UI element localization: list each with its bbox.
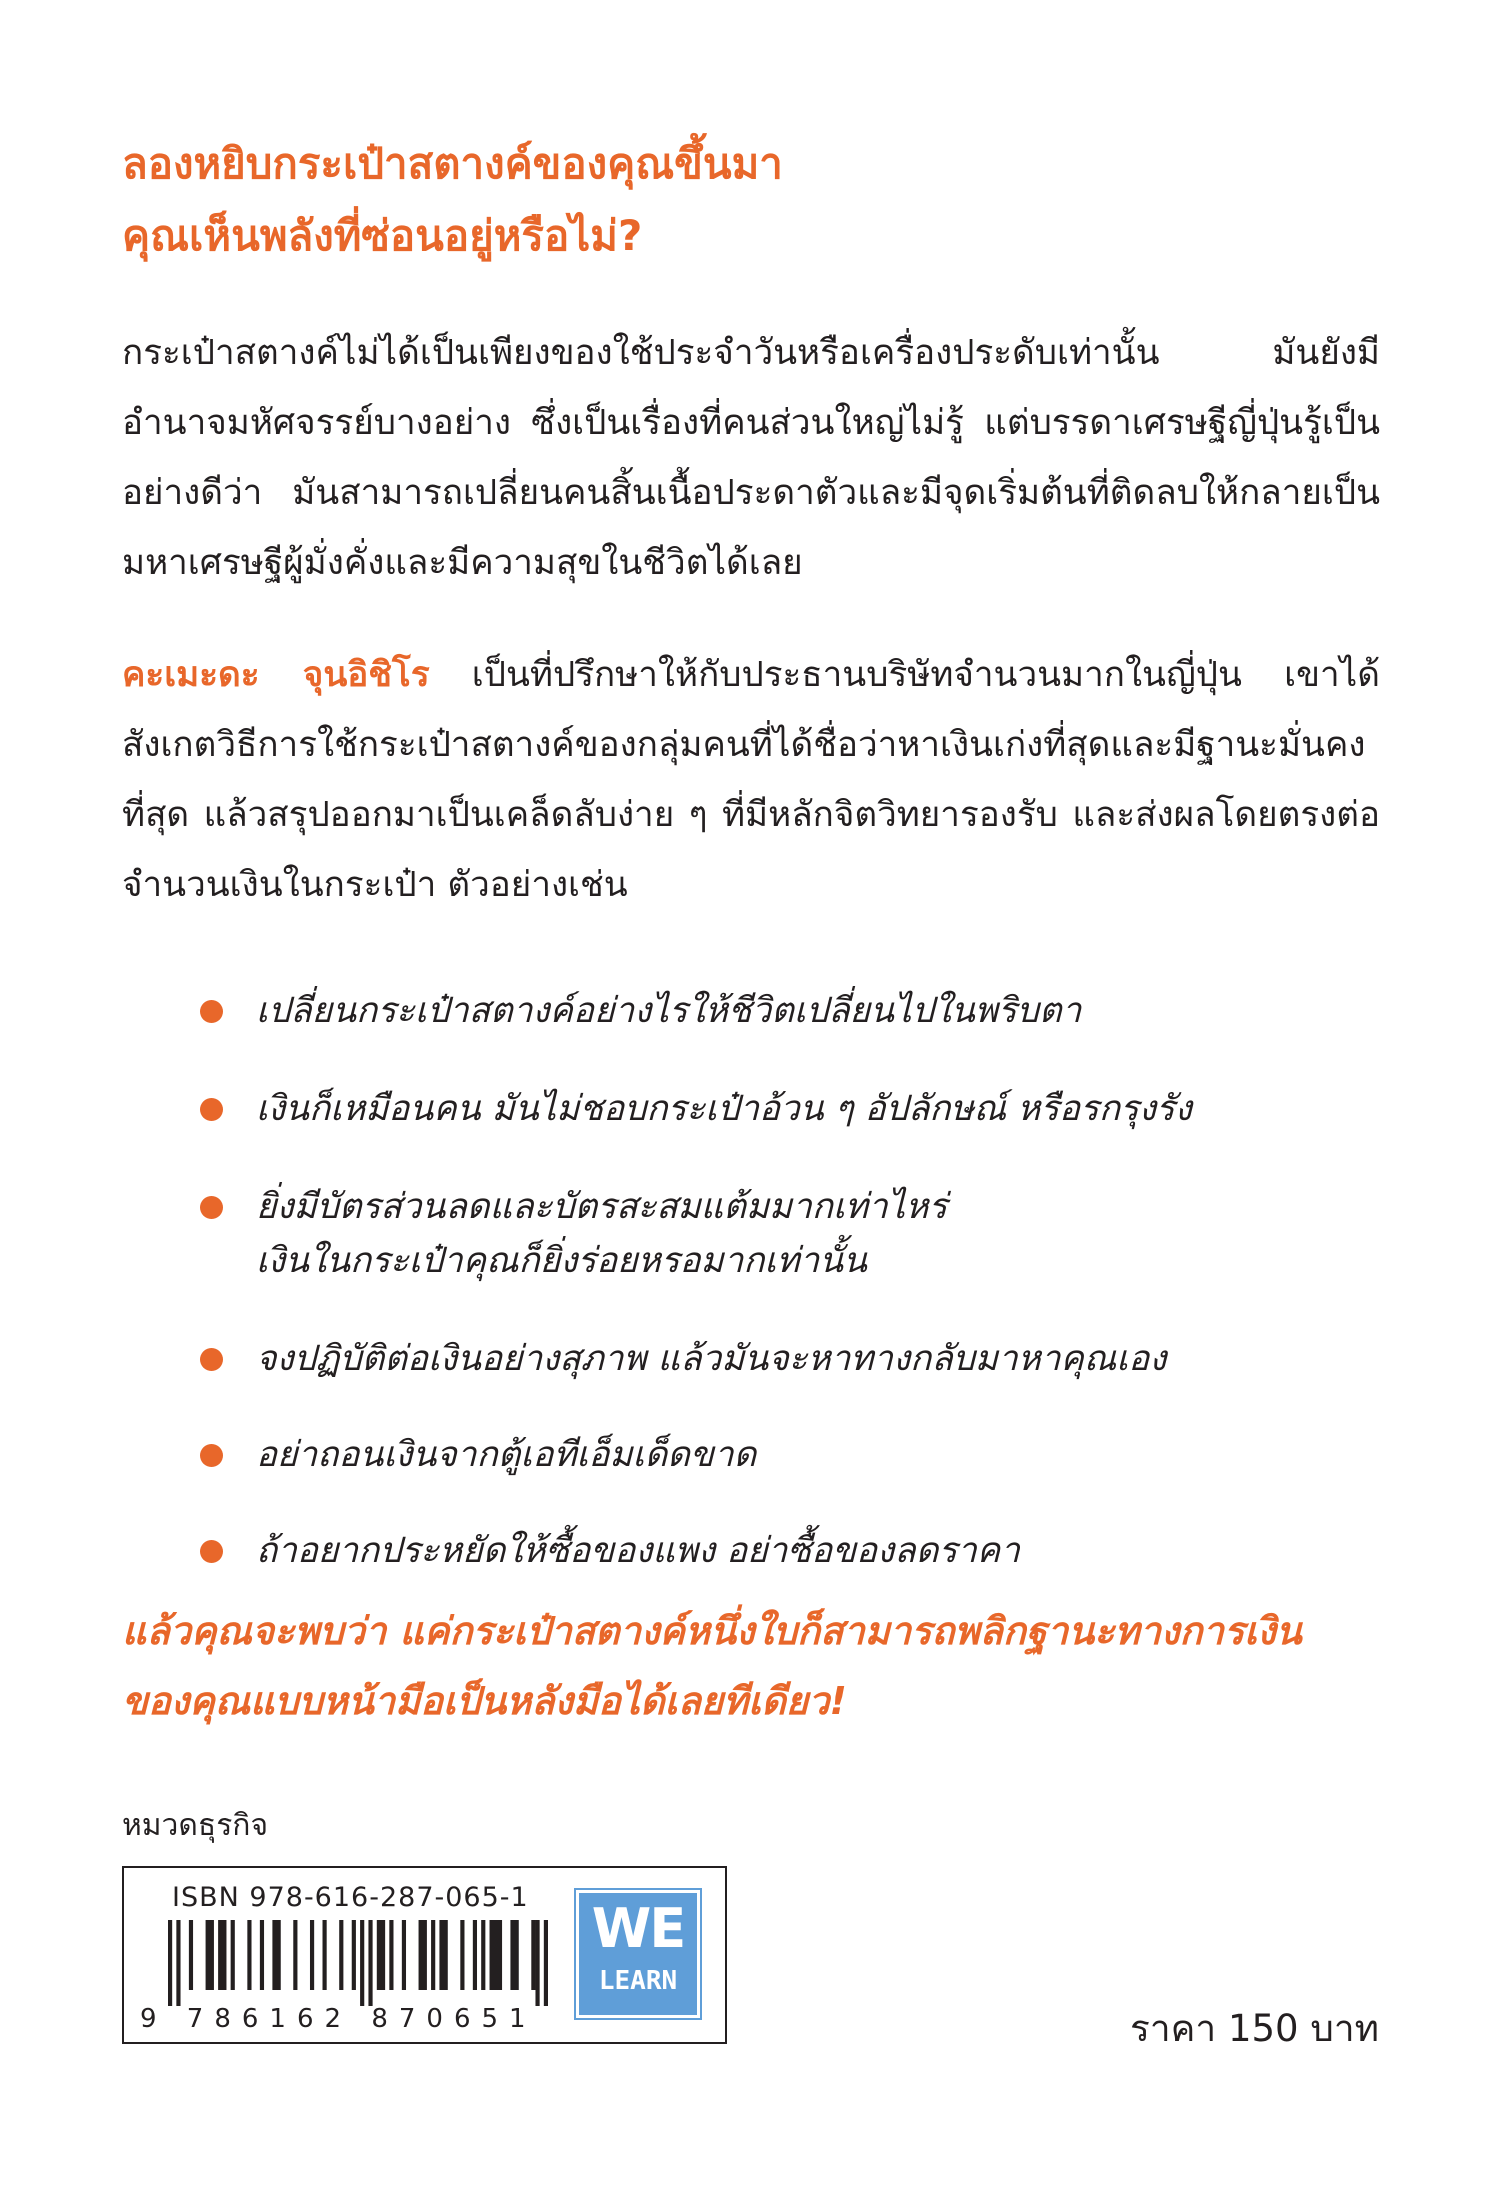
list-item-text-line-2: เงินในกระเป๋าคุณก็ยิ่งร่อยหรอมากเท่านั้น bbox=[256, 1241, 867, 1281]
barcode-icon bbox=[168, 1920, 548, 2006]
bullet-dot-icon bbox=[200, 1000, 223, 1023]
author-paragraph-text: เป็นที่ปรึกษาให้กับประธานบริษัทจำนวนมากในญี่ปุ่น เขาได้สังเกตวิธีการใช้กระเป๋าสตางค์ของกลุ่มคนที่ได้ชื่อว่าหาเงินเก่งที่สุดและมีฐานะมั่นคงที่สุด แล้วสรุปออกมาเป็นเคล็ดลับง่าย ๆ ที่มีหลักจิตวิทยารองรับ และส่งผลโดยตรงต่อจำนวนเงินในกระเป๋า ตัวอย่างเช่น bbox=[122, 655, 1380, 905]
logo-text-learn: LEARN bbox=[598, 1966, 678, 1996]
bullet-dot-icon bbox=[200, 1540, 223, 1563]
list-item-text: เงินก็เหมือนคน มันไม่ชอบกระเป๋าอ้วน ๆ อัปลักษณ์ หรือรกรุงรัง bbox=[256, 1089, 1192, 1129]
closing-line-1: แล้วคุณจะพบว่า แค่กระเป๋าสตางค์หนึ่งใบก็สามารถพลิกฐานะทางการเงิน bbox=[122, 1609, 1302, 1653]
bullet-dot-icon bbox=[200, 1444, 223, 1467]
author-name: คะเมะดะ จุนอิชิโร bbox=[122, 655, 430, 695]
category-label: หมวดธุรกิจ bbox=[122, 1808, 269, 1843]
headline-line-1: ลองหยิบกระเป๋าสตางค์ของคุณขึ้นมา bbox=[122, 139, 783, 188]
author-paragraph bbox=[122, 640, 1380, 920]
headline bbox=[122, 128, 1382, 272]
list-item-text bbox=[256, 1180, 1406, 1288]
barcode-digits: 9 786162 870651 bbox=[140, 2004, 537, 2034]
list-item-text: อย่าถอนเงินจากตู้เอทีเอ็มเด็ดขาด bbox=[256, 1435, 757, 1475]
list-item-text-line-1: ยิ่งมีบัตรส่วนลดและบัตรสะสมแต้มมากเท่าไหร่ bbox=[256, 1187, 948, 1227]
list-item-text: ถ้าอยากประหยัดให้ซื้อของแพง อย่าซื้อของลดราคา bbox=[256, 1531, 1020, 1571]
closing-statement bbox=[122, 1596, 1422, 1736]
bullet-dot-icon bbox=[200, 1098, 223, 1121]
list-item-text: เปลี่ยนกระเป๋าสตางค์อย่างไรให้ชีวิตเปลี่ยนไปในพริบตา bbox=[256, 991, 1082, 1031]
isbn-number: ISBN 978-616-287-065-1 bbox=[172, 1882, 529, 1913]
price-label: ราคา 150 บาท bbox=[1130, 2007, 1379, 2050]
isbn-box bbox=[122, 1866, 727, 2044]
bullet-dot-icon bbox=[200, 1348, 223, 1371]
intro-paragraph: กระเป๋าสตางค์ไม่ได้เป็นเพียงของใช้ประจำวันหรือเครื่องประดับเท่านั้น มันยังมีอำนาจมหัศจรรย์บางอย่าง ซึ่งเป็นเรื่องที่คนส่วนใหญ่ไม่รู้ แต่บรรดาเศรษฐีญี่ปุ่นรู้เป็นอย่างดีว่า มันสามารถเปลี่ยนคนสิ้นเนื้อประดาตัวและมีจุดเริ่มต้นที่ติดลบให้กลายเป็นมหาเศรษฐีผู้มั่งคั่งและมีความสุขในชีวิตได้เลย bbox=[122, 333, 1380, 583]
we-learn-logo bbox=[576, 1890, 700, 2018]
list-item-text: จงปฏิบัติต่อเงินอย่างสุภาพ แล้วมันจะหาทางกลับมาหาคุณเอง bbox=[256, 1339, 1167, 1379]
closing-line-2: ของคุณแบบหน้ามือเป็นหลังมือได้เลยทีเดียว! bbox=[122, 1679, 847, 1723]
logo-text-we: WE bbox=[591, 1897, 685, 1960]
bullet-dot-icon bbox=[200, 1196, 223, 1219]
headline-line-2: คุณเห็นพลังที่ซ่อนอยู่หรือไม่? bbox=[122, 211, 643, 260]
